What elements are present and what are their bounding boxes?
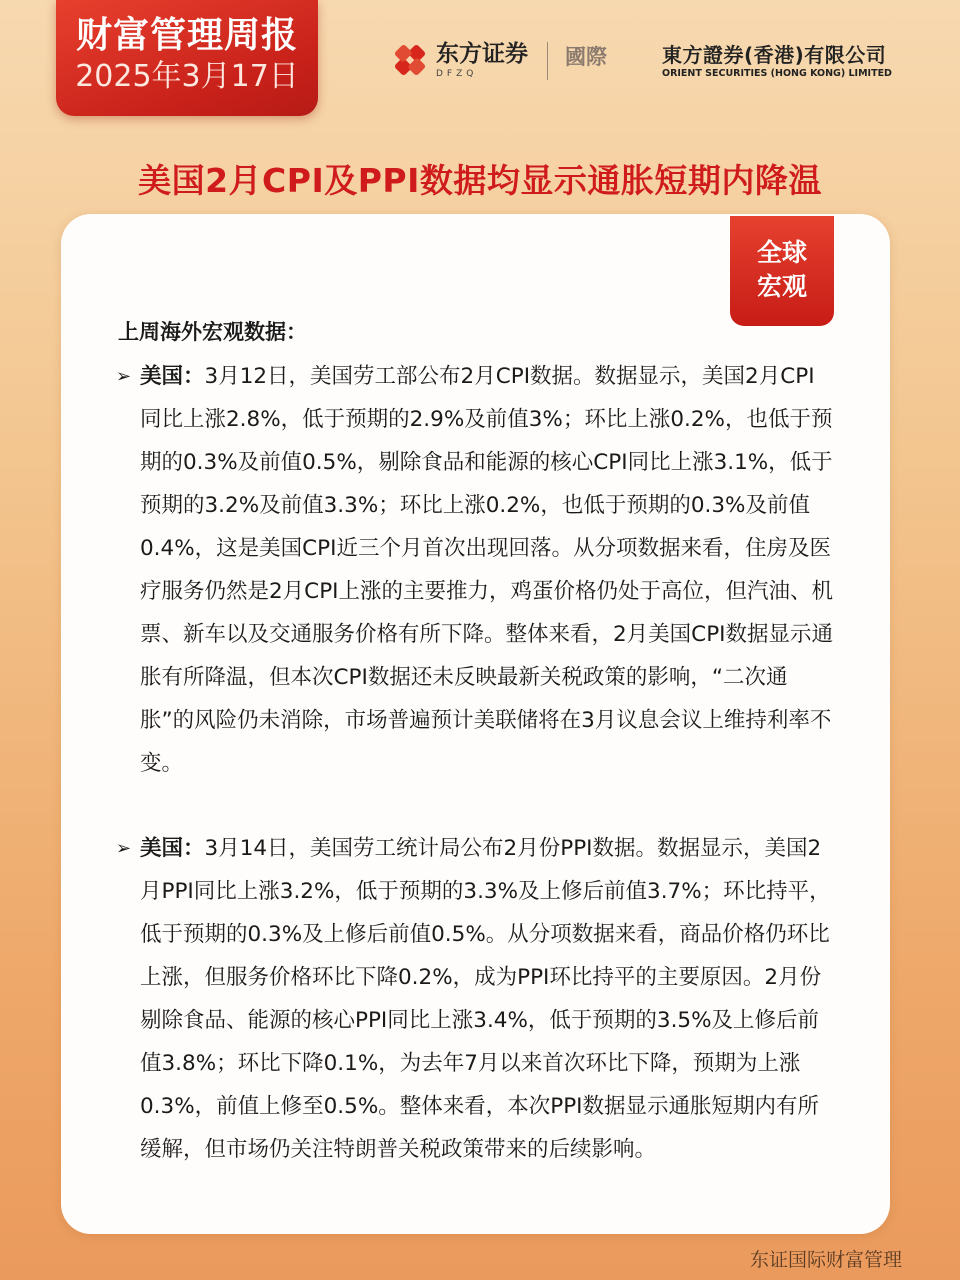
report-title: 财富管理周报	[75, 15, 298, 56]
bullet-label: 美国：	[140, 364, 205, 389]
arrow-bullet-icon: ➢	[116, 838, 132, 859]
arrow-bullet-icon: ➢	[116, 366, 132, 387]
dfzq-logo-sub: DFZQ	[436, 69, 478, 79]
report-badge	[56, 0, 318, 116]
dfzq-logo-icon	[390, 40, 430, 80]
footer-brand: 东证国际财富管理	[749, 1249, 902, 1271]
bullet-text: 3月14日，美国劳工统计局公布2月份PPI数据。数据显示，美国2月PPI同比上涨3.2%，低于预期的3.3%及上修后前值3.7%；环比持平，低于预期的0.3%及上修后前值0.5%。从分项数据来看，商品价格仍环比上涨，但服务价格环比下降0.2%，成为PPI环比持平的主要原因。2月份剔除食品、能源的核心PPI同比上涨3.4%，低于预期的3.5%及上修后前值3.8%；环比下降0.1%，为去年7月以来首次环比下降，预期为上涨0.3%，前值上修至0.5%。整体来看，本次PPI数据显示通胀短期内有所缓解，但市场仍关注特朗普关税政策带来的后续影响。	[140, 836, 831, 1162]
intl-label: 國際	[565, 45, 607, 69]
bullet-body	[140, 827, 836, 1171]
dfzq-logo-name: 东方证券	[436, 41, 528, 67]
bullet-label: 美国：	[140, 836, 205, 861]
report-date: 2025年3月17日	[75, 59, 299, 94]
category-tag	[730, 216, 834, 326]
bullet-item	[116, 355, 836, 785]
bullet-body	[140, 355, 836, 785]
logo-divider	[547, 42, 548, 80]
hk-company-name-en: ORIENT SECURITIES (HONG KONG) LIMITED	[662, 68, 892, 79]
bullet-text: 3月12日，美国劳工部公布2月CPI数据。数据显示，美国2月CPI同比上涨2.8%，低于预期的2.9%及前值3%；环比上涨0.2%，也低于预期的0.3%及前值0.5%，剔除食品和能源的核心CPI同比上涨3.1%，低于预期的3.2%及前值3.3%；环比上涨0.2%，也低于预期的0.3%及前值0.4%，这是美国CPI近三个月首次出现回落。从分项数据来看，住房及医疗服务仍然是2月CPI上涨的主要推力，鸡蛋价格仍处于高位，但汽油、机票、新车以及交通服务价格有所下降。整体来看，2月美国CPI数据显示通胀有所降温，但本次CPI数据还未反映最新关税政策的影响，“二次通胀”的风险仍未消除，市场普遍预计美联储将在3月议息会议上维持利率不变。	[140, 364, 834, 776]
headline: 美国2月CPI及PPI数据均显示通胀短期内降温	[138, 161, 822, 200]
bullet-item	[116, 827, 836, 1171]
section-title: 上周海外宏观数据：	[118, 320, 307, 344]
category-tag-line1: 全球	[756, 238, 807, 267]
hk-company-name: 東方證券(香港)有限公司	[662, 43, 887, 67]
category-tag-line2: 宏观	[756, 272, 807, 301]
